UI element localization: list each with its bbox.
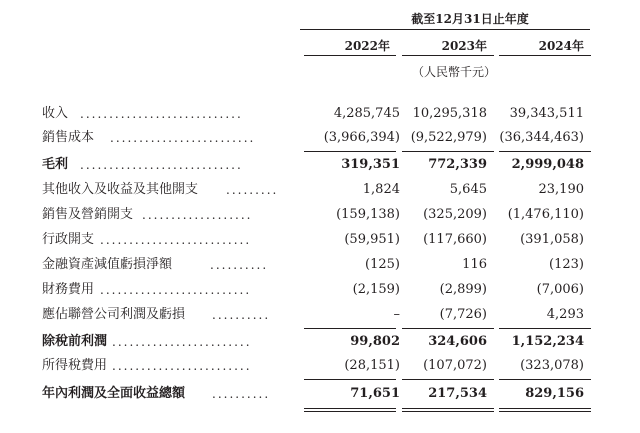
value-2022: (125)	[365, 257, 400, 272]
row-label: 財務費用	[42, 282, 95, 297]
subtotal-rule	[304, 379, 396, 380]
table-row	[0, 179, 640, 201]
subtotal-rule	[402, 379, 494, 380]
value-2022: (2,159)	[352, 282, 400, 297]
value-2023: (2,899)	[439, 282, 487, 297]
table-row	[0, 204, 640, 226]
year-2024-header: 2024年	[538, 39, 584, 53]
header-rule	[300, 29, 590, 30]
row-label: 收入	[42, 106, 69, 121]
table-row	[0, 127, 640, 149]
value-2024: 23,190	[538, 182, 584, 197]
value-2022: –	[393, 307, 400, 322]
total-double-rule	[499, 408, 591, 409]
value-2022: (3,966,394)	[323, 130, 400, 145]
leader-dots: .........	[226, 183, 279, 197]
table-row	[0, 229, 640, 251]
row-label: 毛利	[42, 157, 69, 172]
value-2022: 1,824	[362, 182, 400, 197]
subtotal-rule	[402, 328, 494, 329]
value-2024: (36,344,463)	[499, 130, 584, 145]
table-row	[0, 279, 640, 301]
value-2023: (117,660)	[423, 232, 487, 247]
value-2022: 71,651	[350, 386, 400, 401]
leader-dots: ..........	[212, 308, 271, 322]
total-double-rule	[304, 408, 396, 409]
table-row	[0, 103, 640, 125]
table-row	[0, 331, 640, 353]
value-2024: 829,156	[525, 386, 584, 401]
value-2024: (123)	[549, 257, 584, 272]
leader-dots: ..........	[212, 387, 271, 401]
value-2023: (7,726)	[439, 307, 487, 322]
subtotal-rule	[304, 328, 396, 329]
leader-dots: ........................	[112, 359, 252, 373]
value-2023: (9,522,979)	[410, 130, 487, 145]
table-row	[0, 383, 640, 405]
value-2022: 99,802	[350, 334, 400, 349]
value-2023: 116	[462, 257, 487, 272]
total-double-rule	[499, 411, 591, 412]
leader-dots: ..........................	[100, 233, 252, 247]
value-2022: (159,138)	[336, 207, 400, 222]
leader-dots: ............................	[80, 158, 243, 172]
total-double-rule	[402, 411, 494, 412]
leader-dots: ...................	[142, 208, 253, 222]
value-2022: 319,351	[341, 157, 400, 172]
table-row	[0, 355, 640, 377]
value-2023: (325,209)	[423, 207, 487, 222]
subtotal-rule	[499, 379, 591, 380]
table-row	[0, 254, 640, 276]
leader-dots: ............................	[80, 107, 243, 121]
leader-dots: ..........................	[100, 283, 252, 297]
value-2024: (323,078)	[520, 358, 584, 373]
value-2024: 2,999,048	[511, 157, 584, 172]
unit-note: （人民幣千元）	[412, 65, 497, 79]
value-2022: (28,151)	[344, 358, 400, 373]
table-row	[0, 304, 640, 326]
value-2023: 217,534	[428, 386, 487, 401]
value-2023: 5,645	[449, 182, 487, 197]
row-label: 銷售及營銷開支	[42, 207, 134, 222]
subtotal-rule	[499, 328, 591, 329]
period-heading: 截至12月31日止年度	[411, 12, 529, 26]
leader-dots: .........................	[110, 131, 256, 145]
row-label: 應佔聯營公司利潤及虧損	[42, 307, 186, 322]
row-label: 其他收入及收益及其他開支	[42, 182, 199, 197]
year-2022-header: 2022年	[344, 39, 390, 53]
leader-dots: ..........	[210, 258, 269, 272]
year-rule-2024	[499, 55, 591, 56]
value-2023: 772,339	[428, 157, 487, 172]
row-label: 金融資產減值虧損淨額	[42, 257, 173, 272]
year-rule-2022	[304, 55, 396, 56]
subtotal-rule	[304, 151, 396, 152]
value-2023: (107,072)	[423, 358, 487, 373]
value-2024: (391,058)	[520, 232, 584, 247]
year-2023-header: 2023年	[441, 39, 487, 53]
row-label: 除稅前利潤	[42, 334, 108, 349]
value-2022: (59,951)	[344, 232, 400, 247]
value-2024: 1,152,234	[511, 334, 584, 349]
row-label: 年內利潤及全面收益總額	[42, 386, 186, 401]
value-2022: 4,285,745	[333, 106, 400, 121]
value-2023: 10,295,318	[412, 106, 487, 121]
value-2023: 324,606	[428, 334, 487, 349]
value-2024: 39,343,511	[509, 106, 584, 121]
row-label: 行政開支	[42, 232, 95, 247]
row-label: 所得稅費用	[42, 358, 108, 373]
value-2024: (7,006)	[536, 282, 584, 297]
table-row	[0, 154, 640, 176]
row-label: 銷售成本	[42, 130, 95, 145]
leader-dots: ........................	[112, 335, 252, 349]
total-double-rule	[402, 408, 494, 409]
total-double-rule	[304, 411, 396, 412]
value-2024: (1,476,110)	[507, 207, 584, 222]
subtotal-rule	[499, 151, 591, 152]
subtotal-rule	[402, 151, 494, 152]
year-rule-2023	[402, 55, 494, 56]
value-2024: 4,293	[546, 307, 584, 322]
